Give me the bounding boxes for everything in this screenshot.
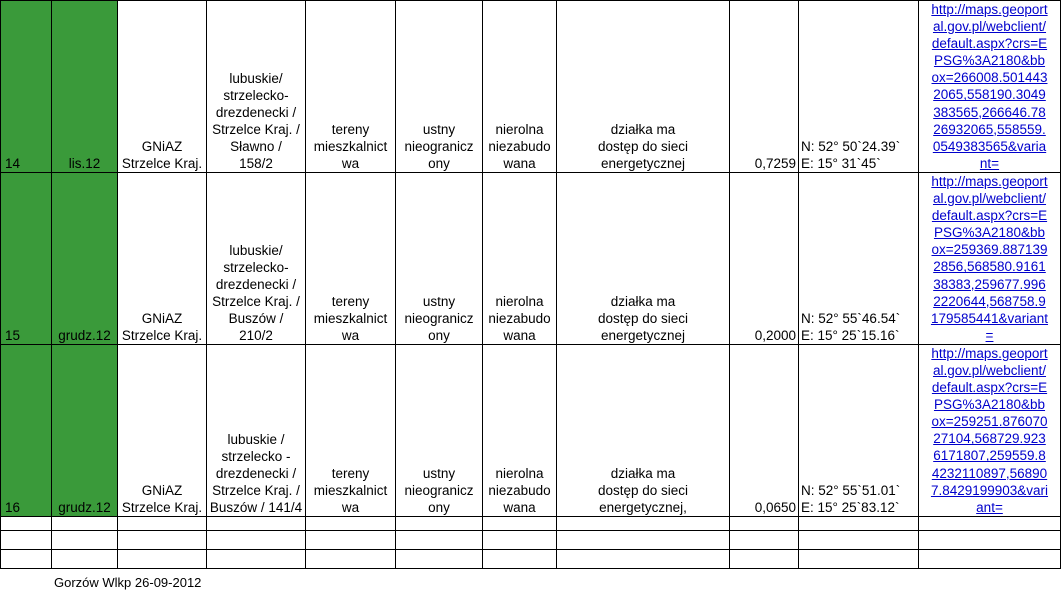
empty-cell [207, 549, 306, 568]
row-mode: ustny nieogranicz ony [396, 344, 483, 516]
row-mode: ustny nieogranicz ony [396, 172, 483, 344]
row-mode: ustny nieogranicz ony [396, 1, 483, 173]
row-land-type: nierolna niezabudo wana [483, 344, 557, 516]
row-land-type: nierolna niezabudo wana [483, 172, 557, 344]
row-purpose: tereny mieszkalnict wa [306, 344, 396, 516]
empty-cell [557, 530, 730, 549]
empty-cell [557, 516, 730, 530]
empty-cell [799, 549, 919, 568]
row-date: grudz.12 [52, 344, 118, 516]
empty-cell [483, 516, 557, 530]
row-number: 15 [1, 172, 52, 344]
row-date: grudz.12 [52, 172, 118, 344]
empty-cell [799, 516, 919, 530]
empty-cell [1, 530, 52, 549]
row-purpose: tereny mieszkalnict wa [306, 1, 396, 173]
empty-cell [919, 549, 1061, 568]
row-location: lubuskie/ strzelecko- drezdenecki / Strzelce Kraj. / Buszów / 210/2 [207, 172, 306, 344]
empty-cell [1, 549, 52, 568]
empty-cell [118, 549, 207, 568]
empty-cell [207, 516, 306, 530]
row-coordinates: N: 52° 55`51.01` E: 15° 25`83.12` [799, 344, 919, 516]
row-notes: działka ma dostęp do sieci energetycznej [557, 172, 730, 344]
row-map-link-cell [919, 1, 1061, 173]
row-office: GNiAZ Strzelce Kraj. [118, 344, 207, 516]
empty-row [1, 549, 1061, 568]
empty-cell [919, 530, 1061, 549]
empty-cell [118, 530, 207, 549]
empty-cell [730, 516, 799, 530]
table-row [1, 1, 1061, 173]
empty-cell [396, 549, 483, 568]
row-location: lubuskie / strzelecko - drezdenecki / Strzelce Kraj. / Buszów / 141/4 [207, 344, 306, 516]
empty-cell [396, 516, 483, 530]
row-area: 0,2000 [730, 172, 799, 344]
row-office: GNiAZ Strzelce Kraj. [118, 172, 207, 344]
empty-cell [306, 549, 396, 568]
empty-row [1, 516, 1061, 530]
empty-cell [557, 549, 730, 568]
empty-cell [483, 549, 557, 568]
empty-cell [730, 549, 799, 568]
row-date: lis.12 [52, 1, 118, 173]
empty-cell [207, 530, 306, 549]
empty-cell [730, 530, 799, 549]
row-map-link-cell [919, 344, 1061, 516]
empty-row [1, 530, 1061, 549]
row-number: 16 [1, 344, 52, 516]
row-office: GNiAZ Strzelce Kraj. [118, 1, 207, 173]
row-purpose: tereny mieszkalnict wa [306, 172, 396, 344]
empty-cell [52, 516, 118, 530]
map-link[interactable]: http://maps.geoport al.gov.pl/webclient/ default.aspx?crs=E PSG%3A2180&bb ox=259369.887139 2856,568580.9161 38383,259677.996 2220644,568758.9 179585441&variant = [930, 173, 1049, 343]
map-link[interactable]: http://maps.geoport al.gov.pl/webclient/ default.aspx?crs=E PSG%3A2180&bb ox=266008.501443 2065,558190.3049 383565,266646.78 26932065,558559. 0549383565&varia nt= [931, 2, 1048, 171]
empty-cell [1, 516, 52, 530]
row-coordinates: N: 52° 50`24.39` E: 15° 31`45` [799, 1, 919, 173]
table-row [1, 344, 1061, 516]
footer-place-date: Gorzów Wlkp 26-09-2012 [54, 575, 202, 590]
empty-cell [306, 530, 396, 549]
empty-cell [396, 530, 483, 549]
empty-cell [919, 516, 1061, 530]
row-location: lubuskie/ strzelecko- drezdenecki / Strzelce Kraj. / Sławno / 158/2 [207, 1, 306, 173]
row-land-type: nierolna niezabudo wana [483, 1, 557, 173]
row-coordinates: N: 52° 55`46.54` E: 15° 25`15.16` [799, 172, 919, 344]
row-notes: działka ma dostęp do sieci energetycznej, [557, 344, 730, 516]
empty-cell [52, 549, 118, 568]
row-area: 0,0650 [730, 344, 799, 516]
table-row [1, 172, 1061, 344]
row-notes: działka ma dostęp do sieci energetycznej [557, 1, 730, 173]
row-area: 0,7259 [730, 1, 799, 173]
empty-cell [483, 530, 557, 549]
map-link[interactable]: http://maps.geoport al.gov.pl/webclient/ default.aspx?crs=E PSG%3A2180&bb ox=259251.876070 27104,568729.923 6171807,259559.8 4232110897,56890 7.8429199903&vari ant= [930, 345, 1049, 515]
empty-cell [799, 530, 919, 549]
row-map-link-cell [919, 172, 1061, 344]
empty-cell [118, 516, 207, 530]
row-number: 14 [1, 1, 52, 173]
empty-cell [52, 530, 118, 549]
empty-cell [306, 516, 396, 530]
